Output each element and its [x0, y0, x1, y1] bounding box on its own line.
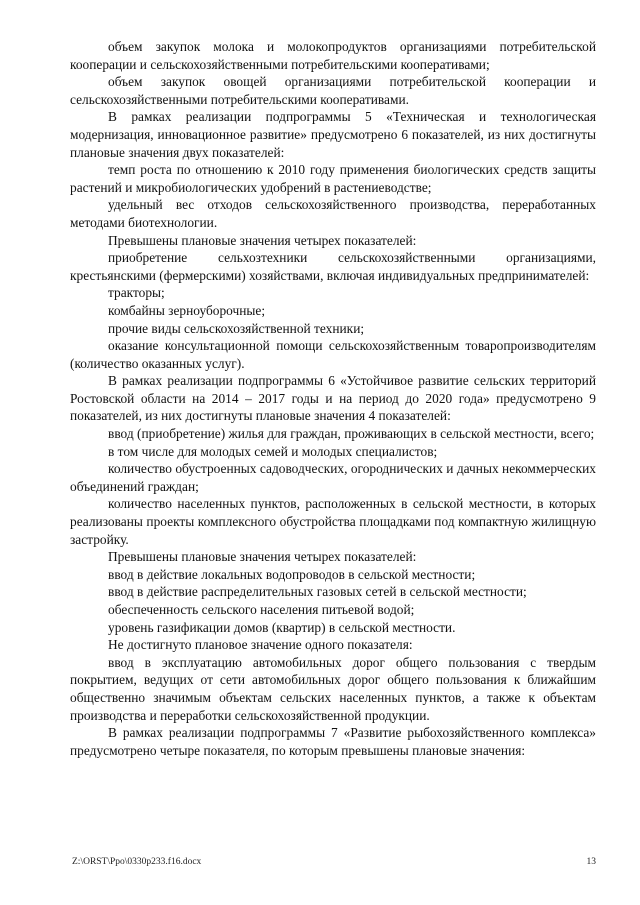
paragraph: уровень газификации домов (квартир) в сельской местности.	[108, 619, 456, 635]
paragraph: в том числе для молодых семей и молодых специалистов;	[108, 443, 438, 459]
paragraph: тракторы;	[108, 285, 165, 301]
footer-file-path: Z:\ORST\Ppo\0330p233.f16.docx	[72, 857, 202, 867]
paragraph: В рамках реализации подпрограммы 6 «Устойчивое развитие сельских территорий Ростовской области на 2014 – 2017 годы и на период до 2020 года» предусмотрено 9 показателей, из них достигнуты плановые значения 4 показателей:	[70, 373, 596, 424]
paragraph: оказание консультационной помощи сельскохозяйственным товаропроизводителям (количество оказанных услуг).	[70, 338, 596, 371]
paragraph: В рамках реализации подпрограммы 7 «Развитие рыбохозяйственного комплекса» предусмотрено четыре показателя, по которым превышены плановые значения:	[70, 725, 596, 758]
paragraph: В рамках реализации подпрограммы 5 «Техническая и технологическая модернизация, инновационное развитие» предусмотрено 6 показателей, из них достигнуты плановые значения двух показателей:	[70, 109, 596, 160]
paragraph: Превышены плановые значения четырех показателей:	[108, 549, 417, 565]
paragraph: ввод в эксплуатацию автомобильных дорог общего пользования с твердым покрытием, ведущих от сети автомобильных дорог общего пользования к ближайшим общественно значимым объектам сельских населенных пунктов, а также к объектам производства и переработки сельскохозяйственной продукции.	[70, 654, 596, 723]
paragraph: количество обустроенных садоводческих, огороднических и дачных некоммерческих объединений граждан;	[70, 461, 596, 494]
paragraph: темп роста по отношению к 2010 году применения биологических средств защиты растений и микробиологических удобрений в растениеводстве;	[70, 162, 596, 195]
paragraph: ввод (приобретение) жилья для граждан, проживающих в сельской местности, всего;	[108, 426, 595, 442]
paragraph: удельный вес отходов сельскохозяйственного производства, переработанных методами биотехнологии.	[70, 197, 596, 230]
paragraph: объем закупок овощей организациями потребительской кооперации и сельскохозяйственными потребительскими кооперативами.	[70, 74, 596, 107]
paragraph: комбайны зерноуборочные;	[108, 302, 266, 318]
document-body	[70, 38, 596, 759]
paragraph: ввод в действие локальных водопроводов в сельской местности;	[108, 566, 476, 582]
paragraph: обеспеченность сельского населения питьевой водой;	[108, 602, 415, 617]
paragraph: Не достигнуто плановое значение одного показателя:	[108, 637, 413, 653]
paragraph: Превышены плановые значения четырех показателей:	[108, 232, 417, 248]
paragraph: объем закупок молока и молокопродуктов организациями потребительской кооперации и сельскохозяйственными потребительскими кооперативами;	[70, 39, 596, 72]
paragraph: приобретение сельхозтехники сельскохозяйственными организациями, крестьянскими (фермерскими) хозяйствами, включая индивидуальных предпринимателей:	[70, 250, 596, 283]
paragraph: количество населенных пунктов, расположенных в сельской местности, в которых реализованы проекты комплексного обустройства площадками под компактную жилищную застройку.	[70, 496, 596, 547]
paragraph: прочие виды сельскохозяйственной техники;	[108, 320, 365, 336]
paragraph: ввод в действие распределительных газовых сетей в сельской местности;	[108, 584, 527, 600]
footer-page-number: 13	[586, 857, 596, 867]
